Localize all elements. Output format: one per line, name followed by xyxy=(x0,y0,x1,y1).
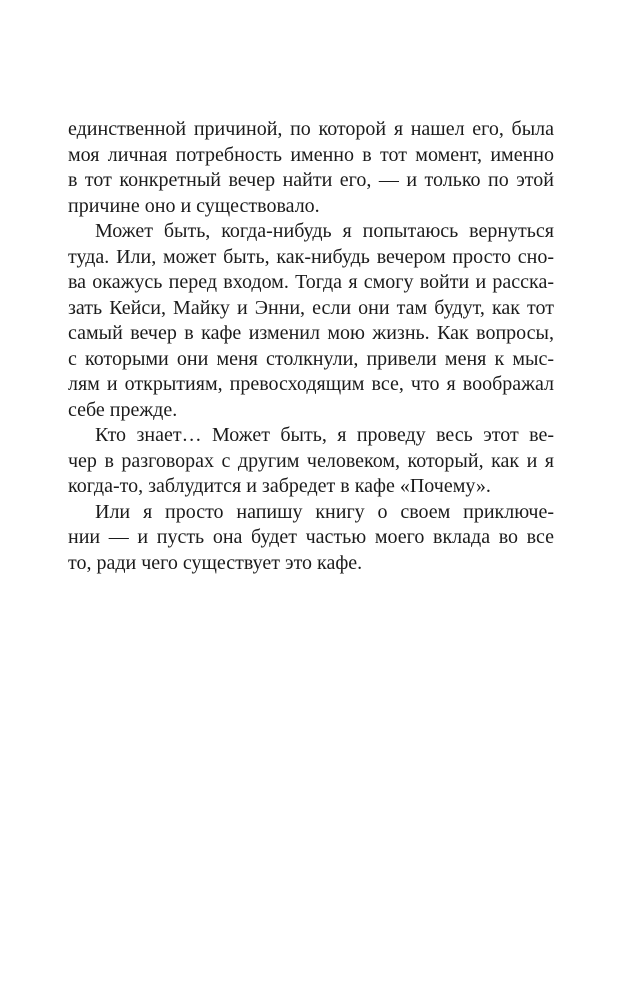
text-line: Может быть, когда-нибудь я попытаюсь вернуться xyxy=(95,220,554,242)
text-line: единственной причиной, по которой я нашел его, была xyxy=(68,118,554,140)
paragraph xyxy=(68,500,554,577)
text-line: самый вечер в кафе изменил мою жизнь. Как вопросы, xyxy=(68,322,554,344)
page-text-block xyxy=(68,117,554,576)
paragraph xyxy=(68,423,554,500)
text-line: ва окажусь перед входом. Тогда я смогу войти и расска- xyxy=(68,271,554,293)
text-line: нии — и пусть она будет частью моего вклада во все xyxy=(68,526,554,548)
text-line: туда. Или, может быть, как-нибудь вечером просто сно- xyxy=(68,245,554,268)
text-line: моя личная потребность именно в тот момент, именно xyxy=(68,143,554,166)
paragraph xyxy=(68,219,554,423)
paragraph xyxy=(68,117,554,219)
text-line: чер в разговорах с другим человеком, который, как и я xyxy=(68,449,554,472)
text-line: Или я просто напишу книгу о своем приключе- xyxy=(95,500,554,523)
text-line: лям и открытиям, превосходящим все, что я воображал xyxy=(68,373,554,395)
text-line: то, ради чего существует это кафе. xyxy=(68,551,363,574)
text-line: когда-то, заблудится и забредет в кафе «Почему». xyxy=(68,475,491,497)
text-line: Кто знает… Может быть, я проведу весь этот ве- xyxy=(95,424,554,446)
text-line: себе прежде. xyxy=(68,398,178,421)
text-line: причине оно и существовало. xyxy=(68,194,320,217)
text-line: в тот конкретный вечер найти его, — и только по этой xyxy=(68,169,554,191)
text-line: зать Кейси, Майку и Энни, если они там будут, как тот xyxy=(68,296,554,319)
text-line: с которыми они меня столкнули, привели меня к мыс- xyxy=(68,347,554,370)
